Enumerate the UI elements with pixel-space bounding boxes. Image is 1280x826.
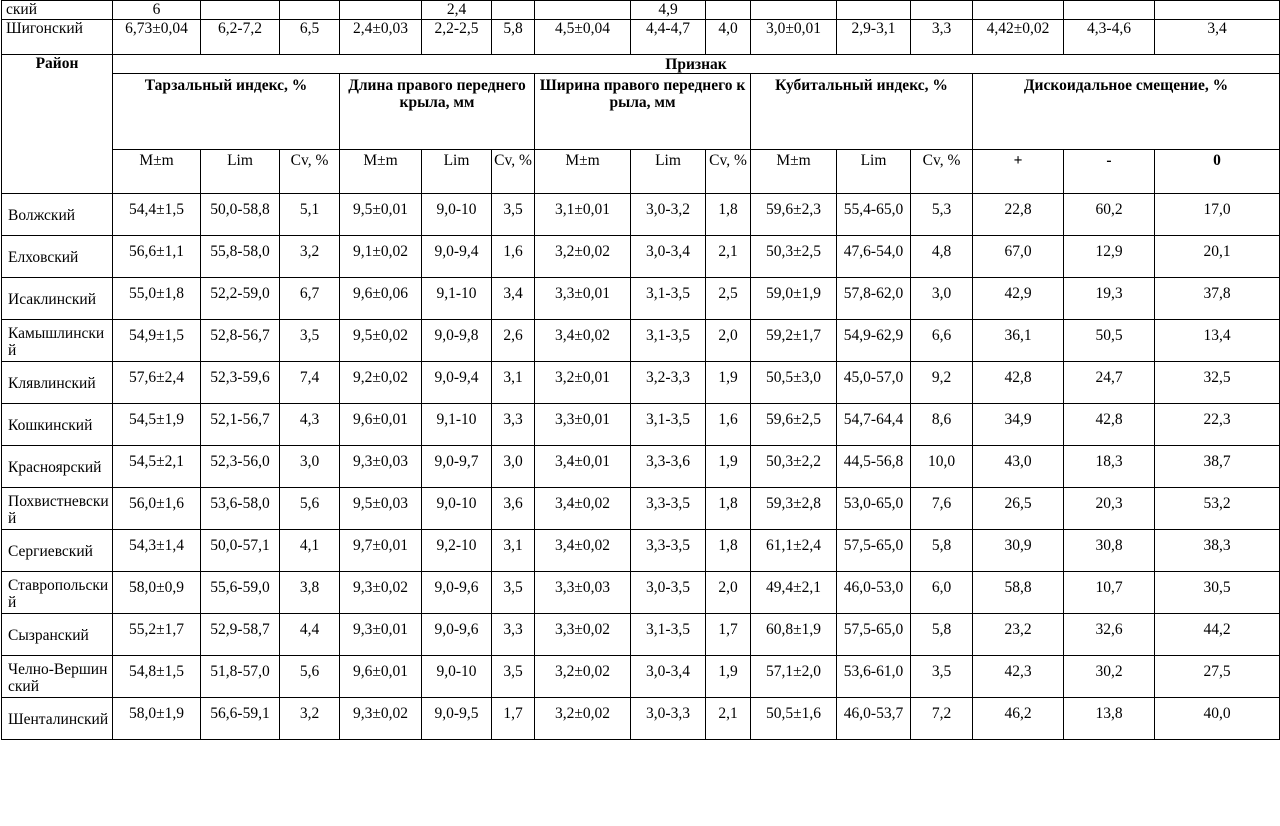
row-value-cell: 4,5±0,04 [535, 20, 631, 55]
header-subcolumns [2, 150, 1280, 194]
row-value-cell: 5,8 [492, 20, 535, 55]
row-value-cell: 3,5 [911, 656, 973, 698]
row-value-cell: 52,8-56,7 [201, 320, 280, 362]
row-value-cell: 46,2 [973, 698, 1064, 740]
row-value-cell [751, 1, 837, 20]
header-group-cubital-index: Кубитальный индекс, % [751, 74, 973, 150]
row-value-cell: 34,9 [973, 404, 1064, 446]
row-value-cell [706, 1, 751, 20]
row-value-cell: 54,9±1,5 [113, 320, 201, 362]
row-value-cell: 23,2 [973, 614, 1064, 656]
row-value-cell: 36,1 [973, 320, 1064, 362]
row-value-cell [280, 1, 340, 20]
header-group-wing-width: Ширина правого переднего крыла, мм [535, 74, 751, 150]
table-row [2, 614, 1280, 656]
row-value-cell: 3,3±0,01 [535, 278, 631, 320]
row-value-cell: 57,5-65,0 [837, 530, 911, 572]
row-value-cell: 9,0-10 [422, 488, 492, 530]
row-value-cell: 3,4 [492, 278, 535, 320]
row-value-cell: 45,0-57,0 [837, 362, 911, 404]
row-value-cell: 3,4±0,01 [535, 446, 631, 488]
row-value-cell: 3,6 [492, 488, 535, 530]
row-value-cell: 3,3-3,5 [631, 488, 706, 530]
row-value-cell: 2,4 [422, 1, 492, 20]
row-value-cell: 5,6 [280, 488, 340, 530]
row-value-cell: 58,0±1,9 [113, 698, 201, 740]
row-value-cell: 58,0±0,9 [113, 572, 201, 614]
row-value-cell: 4,3 [280, 404, 340, 446]
row-value-cell: 3,4±0,02 [535, 530, 631, 572]
row-value-cell [973, 1, 1064, 20]
table-row [2, 530, 1280, 572]
row-value-cell: 9,1±0,02 [340, 236, 422, 278]
table-row [2, 320, 1280, 362]
row-value-cell: 4,0 [706, 20, 751, 55]
row-value-cell: 3,8 [280, 572, 340, 614]
row-value-cell: 12,9 [1064, 236, 1155, 278]
row-value-cell: 13,4 [1155, 320, 1280, 362]
row-district-name: Челно-Вершинский [2, 656, 113, 698]
row-value-cell [535, 1, 631, 20]
row-value-cell: 3,3-3,5 [631, 530, 706, 572]
row-value-cell: 52,1-56,7 [201, 404, 280, 446]
row-value-cell: 9,1-10 [422, 278, 492, 320]
row-value-cell: 1,7 [492, 698, 535, 740]
row-district-name: Похвистневский [2, 488, 113, 530]
row-value-cell: 4,1 [280, 530, 340, 572]
row-value-cell: 54,7-64,4 [837, 404, 911, 446]
row-value-cell: 10,7 [1064, 572, 1155, 614]
row-value-cell: 9,0-9,5 [422, 698, 492, 740]
row-value-cell: 5,3 [911, 194, 973, 236]
row-value-cell: 8,6 [911, 404, 973, 446]
row-value-cell: 9,5±0,03 [340, 488, 422, 530]
row-value-cell: 2,5 [706, 278, 751, 320]
row-value-cell: 9,2-10 [422, 530, 492, 572]
row-value-cell: 3,5 [492, 656, 535, 698]
row-value-cell: 57,8-62,0 [837, 278, 911, 320]
row-value-cell: 3,0±0,01 [751, 20, 837, 55]
row-value-cell: 4,4 [280, 614, 340, 656]
row-value-cell: 9,2 [911, 362, 973, 404]
row-district-name: Клявлинский [2, 362, 113, 404]
row-value-cell [492, 1, 535, 20]
row-value-cell: 46,0-53,0 [837, 572, 911, 614]
table-row [2, 572, 1280, 614]
header-subcolumn: + [973, 150, 1064, 194]
row-value-cell: 54,9-62,9 [837, 320, 911, 362]
row-value-cell: 19,3 [1064, 278, 1155, 320]
row-value-cell: 9,2±0,02 [340, 362, 422, 404]
table-row [2, 404, 1280, 446]
row-value-cell: 3,3±0,02 [535, 614, 631, 656]
row-value-cell: 27,5 [1155, 656, 1280, 698]
row-value-cell: 5,8 [911, 614, 973, 656]
row-value-cell: 53,6-58,0 [201, 488, 280, 530]
header-group-tarsal-index: Тарзальный индекс, % [113, 74, 340, 150]
row-district-name: Елховский [2, 236, 113, 278]
row-value-cell: 56,0±1,6 [113, 488, 201, 530]
row-value-cell: 3,3 [911, 20, 973, 55]
row-value-cell: 57,6±2,4 [113, 362, 201, 404]
row-value-cell: 9,0-9,6 [422, 614, 492, 656]
row-value-cell: 42,8 [973, 362, 1064, 404]
row-value-cell: 3,1-3,5 [631, 614, 706, 656]
row-district-name: ский [2, 1, 113, 20]
row-value-cell [1064, 1, 1155, 20]
row-value-cell [340, 1, 422, 20]
row-value-cell: 6,7 [280, 278, 340, 320]
row-value-cell: 52,3-56,0 [201, 446, 280, 488]
row-value-cell: 9,5±0,02 [340, 320, 422, 362]
row-value-cell: 38,3 [1155, 530, 1280, 572]
row-value-cell [201, 1, 280, 20]
row-value-cell: 5,1 [280, 194, 340, 236]
row-value-cell: 55,0±1,8 [113, 278, 201, 320]
row-value-cell: 54,3±1,4 [113, 530, 201, 572]
row-value-cell: 9,7±0,01 [340, 530, 422, 572]
row-value-cell: 2,9-3,1 [837, 20, 911, 55]
row-district-name: Сергиевский [2, 530, 113, 572]
header-group-discoidal-shift: Дискоидальное смещение, % [973, 74, 1280, 150]
row-value-cell: 2,2-2,5 [422, 20, 492, 55]
row-value-cell: 3,1±0,01 [535, 194, 631, 236]
row-value-cell: 26,5 [973, 488, 1064, 530]
row-value-cell: 9,5±0,01 [340, 194, 422, 236]
row-value-cell: 3,0 [280, 446, 340, 488]
row-value-cell: 6 [113, 1, 201, 20]
row-value-cell: 54,8±1,5 [113, 656, 201, 698]
row-value-cell: 17,0 [1155, 194, 1280, 236]
row-value-cell: 59,0±1,9 [751, 278, 837, 320]
row-value-cell: 3,4±0,02 [535, 320, 631, 362]
row-value-cell: 6,0 [911, 572, 973, 614]
row-value-cell: 3,1 [492, 362, 535, 404]
header-subcolumn: M±m [340, 150, 422, 194]
row-value-cell: 57,1±2,0 [751, 656, 837, 698]
row-value-cell: 9,0-9,4 [422, 362, 492, 404]
row-value-cell: 7,6 [911, 488, 973, 530]
row-value-cell: 2,0 [706, 572, 751, 614]
table-row [2, 194, 1280, 236]
row-value-cell: 1,6 [492, 236, 535, 278]
row-value-cell: 57,5-65,0 [837, 614, 911, 656]
header-subcolumn: Lim [631, 150, 706, 194]
header-subcolumn: Lim [837, 150, 911, 194]
row-value-cell: 50,5±3,0 [751, 362, 837, 404]
row-value-cell: 49,4±2,1 [751, 572, 837, 614]
row-value-cell: 52,3-59,6 [201, 362, 280, 404]
row-value-cell: 55,2±1,7 [113, 614, 201, 656]
row-value-cell: 44,5-56,8 [837, 446, 911, 488]
row-value-cell: 3,0 [492, 446, 535, 488]
row-value-cell: 52,2-59,0 [201, 278, 280, 320]
row-value-cell: 55,4-65,0 [837, 194, 911, 236]
row-value-cell: 10,0 [911, 446, 973, 488]
row-value-cell: 59,3±2,8 [751, 488, 837, 530]
row-value-cell: 4,42±0,02 [973, 20, 1064, 55]
row-value-cell: 3,2 [280, 698, 340, 740]
row-value-cell: 9,0-9,7 [422, 446, 492, 488]
table-row [2, 236, 1280, 278]
row-value-cell: 9,1-10 [422, 404, 492, 446]
row-district-name: Красноярский [2, 446, 113, 488]
row-value-cell: 3,0-3,4 [631, 656, 706, 698]
header-subcolumn: 0 [1155, 150, 1280, 194]
row-value-cell: 4,4-4,7 [631, 20, 706, 55]
row-value-cell: 3,1-3,5 [631, 404, 706, 446]
row-value-cell: 3,2±0,01 [535, 362, 631, 404]
row-value-cell: 50,0-58,8 [201, 194, 280, 236]
row-value-cell: 9,0-10 [422, 656, 492, 698]
row-value-cell: 6,2-7,2 [201, 20, 280, 55]
header-subcolumn: M±m [113, 150, 201, 194]
row-value-cell: 3,2±0,02 [535, 656, 631, 698]
row-value-cell: 54,5±1,9 [113, 404, 201, 446]
row-value-cell: 9,3±0,01 [340, 614, 422, 656]
row-value-cell: 59,6±2,5 [751, 404, 837, 446]
table-top-rows [2, 1, 1280, 55]
row-value-cell: 24,7 [1064, 362, 1155, 404]
row-value-cell: 58,8 [973, 572, 1064, 614]
row-value-cell: 1,9 [706, 362, 751, 404]
row-value-cell: 9,3±0,03 [340, 446, 422, 488]
row-value-cell: 54,4±1,5 [113, 194, 201, 236]
row-value-cell: 61,1±2,4 [751, 530, 837, 572]
row-value-cell: 50,5 [1064, 320, 1155, 362]
table-row [2, 656, 1280, 698]
row-value-cell: 37,8 [1155, 278, 1280, 320]
row-value-cell: 6,73±0,04 [113, 20, 201, 55]
header-group-wing-length: Длина правого переднего крыла, мм [340, 74, 535, 150]
row-value-cell [1155, 1, 1280, 20]
row-district-name: Кошкинский [2, 404, 113, 446]
row-value-cell: 56,6±1,1 [113, 236, 201, 278]
row-value-cell: 3,3 [492, 404, 535, 446]
row-value-cell: 3,5 [280, 320, 340, 362]
row-district-name: Ставропольский [2, 572, 113, 614]
row-value-cell: 44,2 [1155, 614, 1280, 656]
header-subcolumn: Cv, % [911, 150, 973, 194]
row-value-cell: 59,2±1,7 [751, 320, 837, 362]
row-value-cell: 42,9 [973, 278, 1064, 320]
row-value-cell: 5,6 [280, 656, 340, 698]
row-value-cell: 43,0 [973, 446, 1064, 488]
table-header [2, 55, 1280, 194]
row-value-cell: 50,0-57,1 [201, 530, 280, 572]
row-value-cell: 2,4±0,03 [340, 20, 422, 55]
row-value-cell: 1,7 [706, 614, 751, 656]
row-value-cell: 3,3±0,03 [535, 572, 631, 614]
row-value-cell: 42,3 [973, 656, 1064, 698]
row-value-cell: 3,0-3,2 [631, 194, 706, 236]
row-value-cell: 9,3±0,02 [340, 572, 422, 614]
row-district-name: Камышлинский [2, 320, 113, 362]
table-row [2, 488, 1280, 530]
row-value-cell [837, 1, 911, 20]
row-value-cell: 7,4 [280, 362, 340, 404]
row-value-cell: 4,8 [911, 236, 973, 278]
header-subcolumn: M±m [751, 150, 837, 194]
row-value-cell: 3,2-3,3 [631, 362, 706, 404]
row-value-cell: 1,8 [706, 530, 751, 572]
row-value-cell: 55,6-59,0 [201, 572, 280, 614]
row-value-cell: 2,1 [706, 698, 751, 740]
row-value-cell: 3,2±0,02 [535, 236, 631, 278]
row-value-cell: 56,6-59,1 [201, 698, 280, 740]
row-value-cell: 3,2±0,02 [535, 698, 631, 740]
row-value-cell: 54,5±2,1 [113, 446, 201, 488]
row-value-cell: 30,2 [1064, 656, 1155, 698]
row-value-cell: 9,0-10 [422, 194, 492, 236]
row-value-cell: 9,0-9,8 [422, 320, 492, 362]
table-row [2, 698, 1280, 740]
row-value-cell: 30,5 [1155, 572, 1280, 614]
row-value-cell: 9,6±0,06 [340, 278, 422, 320]
row-value-cell: 52,9-58,7 [201, 614, 280, 656]
row-value-cell: 59,6±2,3 [751, 194, 837, 236]
table-row [2, 362, 1280, 404]
table-row [2, 446, 1280, 488]
table-row [2, 20, 1280, 55]
row-value-cell: 20,3 [1064, 488, 1155, 530]
row-district-name: Шигонский [2, 20, 113, 55]
row-value-cell: 2,6 [492, 320, 535, 362]
row-value-cell: 3,5 [492, 572, 535, 614]
row-value-cell: 53,2 [1155, 488, 1280, 530]
row-value-cell: 3,0-3,4 [631, 236, 706, 278]
row-value-cell: 53,6-61,0 [837, 656, 911, 698]
row-value-cell: 3,0-3,5 [631, 572, 706, 614]
row-value-cell: 50,5±1,6 [751, 698, 837, 740]
row-value-cell: 50,3±2,5 [751, 236, 837, 278]
row-district-name: Шенталинский [2, 698, 113, 740]
table-body [2, 194, 1280, 740]
row-value-cell: 9,0-9,4 [422, 236, 492, 278]
row-value-cell: 46,0-53,7 [837, 698, 911, 740]
row-value-cell: 60,8±1,9 [751, 614, 837, 656]
header-priznak: Признак [113, 55, 1280, 74]
row-value-cell: 22,3 [1155, 404, 1280, 446]
row-value-cell: 3,0-3,3 [631, 698, 706, 740]
row-value-cell: 55,8-58,0 [201, 236, 280, 278]
row-value-cell: 18,3 [1064, 446, 1155, 488]
row-value-cell: 20,1 [1155, 236, 1280, 278]
row-value-cell: 47,6-54,0 [837, 236, 911, 278]
row-value-cell: 7,2 [911, 698, 973, 740]
row-value-cell: 42,8 [1064, 404, 1155, 446]
row-value-cell: 5,8 [911, 530, 973, 572]
row-district-name: Волжский [2, 194, 113, 236]
row-value-cell: 3,3±0,01 [535, 404, 631, 446]
row-value-cell: 6,6 [911, 320, 973, 362]
row-value-cell: 9,6±0,01 [340, 404, 422, 446]
row-value-cell: 30,8 [1064, 530, 1155, 572]
row-value-cell: 40,0 [1155, 698, 1280, 740]
row-value-cell: 3,4±0,02 [535, 488, 631, 530]
header-subcolumn: Lim [201, 150, 280, 194]
header-subcolumn: Lim [422, 150, 492, 194]
row-value-cell: 3,5 [492, 194, 535, 236]
row-value-cell: 3,2 [280, 236, 340, 278]
table-row [2, 278, 1280, 320]
row-value-cell: 9,3±0,02 [340, 698, 422, 740]
data-table [1, 0, 1280, 740]
row-value-cell: 3,1-3,5 [631, 278, 706, 320]
row-value-cell: 32,6 [1064, 614, 1155, 656]
row-value-cell: 38,7 [1155, 446, 1280, 488]
table-row [2, 1, 1280, 20]
row-value-cell: 13,8 [1064, 698, 1155, 740]
row-value-cell: 3,0 [911, 278, 973, 320]
header-subcolumn: - [1064, 150, 1155, 194]
row-value-cell: 60,2 [1064, 194, 1155, 236]
row-value-cell: 1,8 [706, 488, 751, 530]
row-value-cell: 3,3-3,6 [631, 446, 706, 488]
row-value-cell: 9,0-9,6 [422, 572, 492, 614]
row-value-cell: 2,1 [706, 236, 751, 278]
row-value-cell: 3,1 [492, 530, 535, 572]
row-value-cell: 3,3 [492, 614, 535, 656]
header-subcolumn: M±m [535, 150, 631, 194]
row-value-cell: 1,6 [706, 404, 751, 446]
row-value-cell: 3,1-3,5 [631, 320, 706, 362]
row-district-name: Сызранский [2, 614, 113, 656]
header-subcolumn: Cv, % [706, 150, 751, 194]
header-subcolumn: Cv, % [280, 150, 340, 194]
row-value-cell: 3,4 [1155, 20, 1280, 55]
row-value-cell: 4,3-4,6 [1064, 20, 1155, 55]
row-value-cell: 1,9 [706, 656, 751, 698]
row-value-cell: 53,0-65,0 [837, 488, 911, 530]
row-value-cell: 32,5 [1155, 362, 1280, 404]
row-value-cell: 1,8 [706, 194, 751, 236]
header-subcolumn: Cv, % [492, 150, 535, 194]
row-value-cell: 30,9 [973, 530, 1064, 572]
row-value-cell: 22,8 [973, 194, 1064, 236]
row-value-cell: 2,0 [706, 320, 751, 362]
row-value-cell: 51,8-57,0 [201, 656, 280, 698]
row-value-cell: 67,0 [973, 236, 1064, 278]
row-district-name: Исаклинский [2, 278, 113, 320]
row-value-cell: 6,5 [280, 20, 340, 55]
row-value-cell: 9,6±0,01 [340, 656, 422, 698]
row-value-cell: 1,9 [706, 446, 751, 488]
row-value-cell [911, 1, 973, 20]
header-rayon: Район [2, 55, 113, 194]
row-value-cell: 50,3±2,2 [751, 446, 837, 488]
row-value-cell: 4,9 [631, 1, 706, 20]
